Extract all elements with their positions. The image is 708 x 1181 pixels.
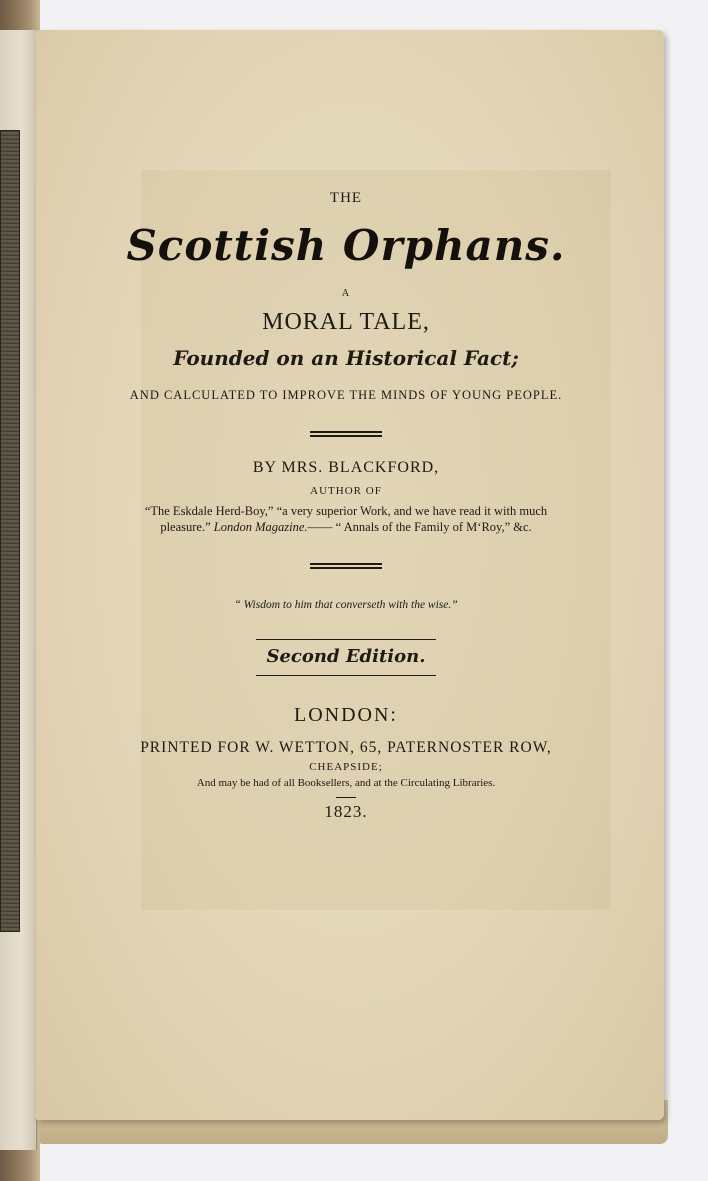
imprint-printer: PRINTED FOR W. WETTON, 65, PATERNOSTER ROW, [140, 739, 552, 756]
works-line-1: “The Eskdale Herd-Boy,” “a very superior Work, and we have read it with much [144, 504, 548, 518]
works-line-2a: pleasure.” [160, 520, 211, 534]
title-page [36, 30, 664, 1120]
title-article: THE [329, 190, 363, 206]
double-rule-2 [310, 563, 382, 569]
subtitle-article: A [341, 288, 351, 299]
author-of: AUTHOR OF [310, 485, 382, 497]
imprint-sellers: And may be had of all Booksellers, and at the Circulating Libraries. [196, 777, 496, 789]
founded-line: Founded on an Historical Fact; [173, 346, 519, 370]
book-title: Scottish Orphans. [126, 221, 566, 270]
imprint-street: CHEAPSIDE; [309, 761, 383, 773]
works-line-2c: —— “ Annals of the Family of M‘Roy,” &c. [307, 520, 532, 534]
works-source: London Magazine. [213, 520, 308, 534]
other-works [96, 503, 596, 535]
edition-label: Second Edition. [266, 646, 426, 667]
byline: BY MRS. BLACKFORD, [252, 459, 440, 476]
subtitle: MORAL TALE, [262, 309, 430, 335]
double-rule [310, 431, 382, 437]
engraved-plate-edge [0, 130, 20, 932]
short-rule [336, 797, 356, 798]
edition-rule-bottom [256, 675, 436, 676]
edition-block [96, 639, 596, 676]
calculated-line: AND CALCULATED TO IMPROVE THE MINDS OF YOUNG PEOPLE. [129, 388, 563, 402]
title-text-block [96, 180, 596, 940]
imprint-city: LONDON: [294, 704, 398, 726]
frontispiece-leaf [0, 30, 37, 1150]
publication-year: 1823. [324, 802, 368, 821]
motto: “ Wisdom to him that converseth with the wise.” [234, 599, 458, 611]
